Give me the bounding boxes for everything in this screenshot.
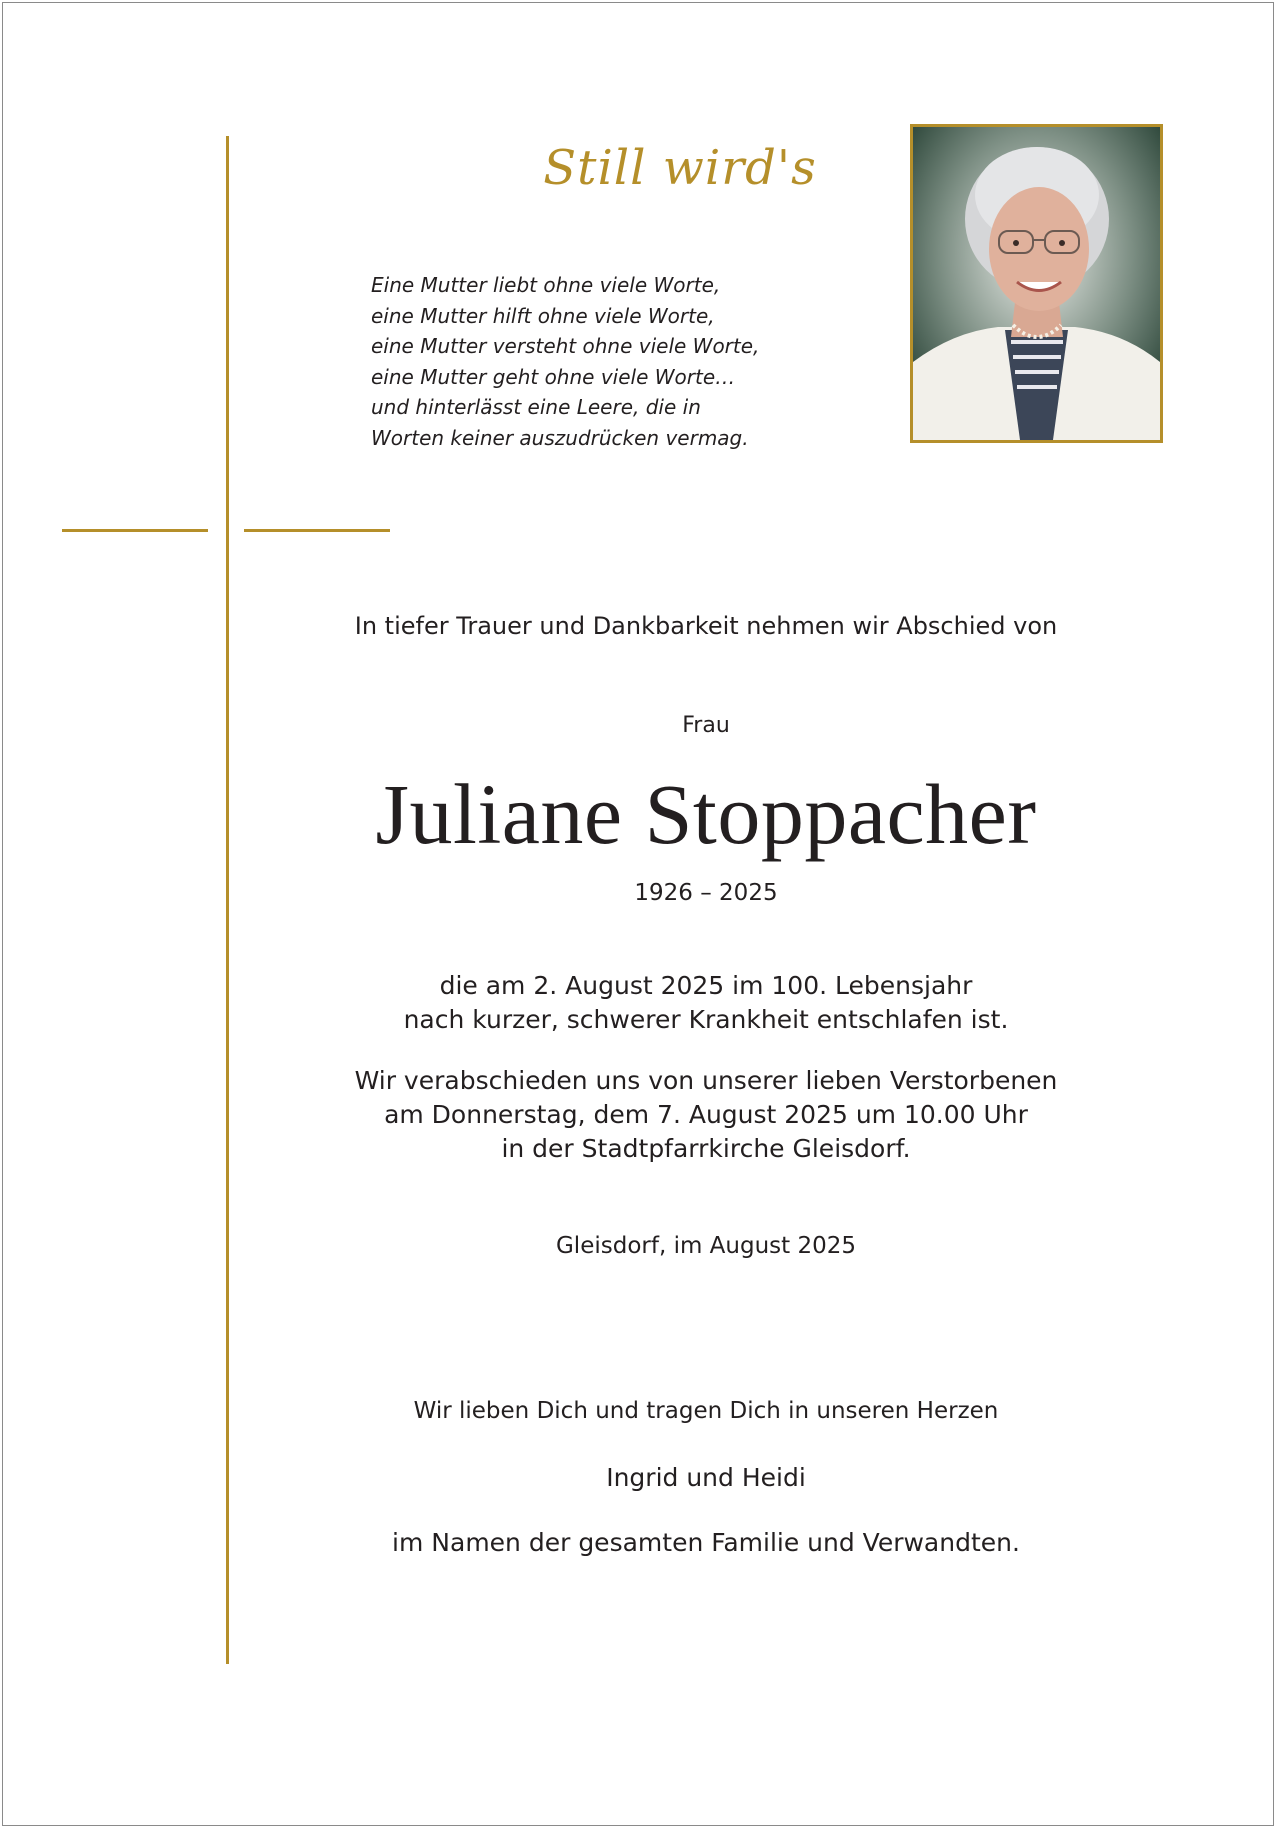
death-notice-line: die am 2. August 2025 im 100. Lebensjahr (439, 971, 973, 1000)
deceased-name: Juliane Stoppacher (375, 766, 1037, 862)
poem-line: eine Mutter hilft ohne viele Worte, (371, 303, 715, 328)
intro-text: In tiefer Trauer und Dankbarkeit nehmen wir Abschied von (354, 612, 1058, 640)
death-notice (326, 969, 1086, 1037)
poem-line: Eine Mutter liebt ohne viele Worte, (371, 273, 721, 297)
poem (371, 270, 831, 453)
poem-line: eine Mutter versteht ohne viele Worte, (371, 334, 760, 358)
funeral-details-line: Wir verabschieden uns von unserer lieben Verstorbenen (354, 1066, 1058, 1095)
life-years: 1926 – 2025 (634, 880, 778, 906)
death-notice-line: nach kurzer, schwerer Krankheit entschlafen ist. (403, 1005, 1009, 1034)
funeral-details (326, 1064, 1086, 1166)
cross-vertical-bar (226, 136, 229, 1664)
poem-line: eine Mutter geht ohne viele Worte… (371, 364, 736, 389)
closing-line: Wir lieben Dich und tragen Dich in unseren Herzen (413, 1398, 999, 1424)
place-and-date: Gleisdorf, im August 2025 (555, 1233, 857, 1259)
survivors-names: Ingrid und Heidi (606, 1463, 806, 1492)
motto-heading: Still wird's (543, 140, 817, 196)
funeral-details-line: in der Stadtpfarrkirche Gleisdorf. (501, 1134, 911, 1163)
family-line: im Namen der gesamten Familie und Verwandten. (392, 1528, 1020, 1557)
salutation: Frau (682, 713, 730, 738)
cross-horizontal-bar-right (244, 529, 390, 532)
poem-line: und hinterlässt eine Leere, die in (371, 395, 701, 419)
portrait-photo (910, 124, 1163, 443)
poem-line: Worten keiner auszudrücken vermag. (371, 425, 749, 450)
cross-horizontal-bar-left (62, 529, 208, 532)
funeral-details-line: am Donnerstag, dem 7. August 2025 um 10.00 Uhr (384, 1100, 1028, 1129)
